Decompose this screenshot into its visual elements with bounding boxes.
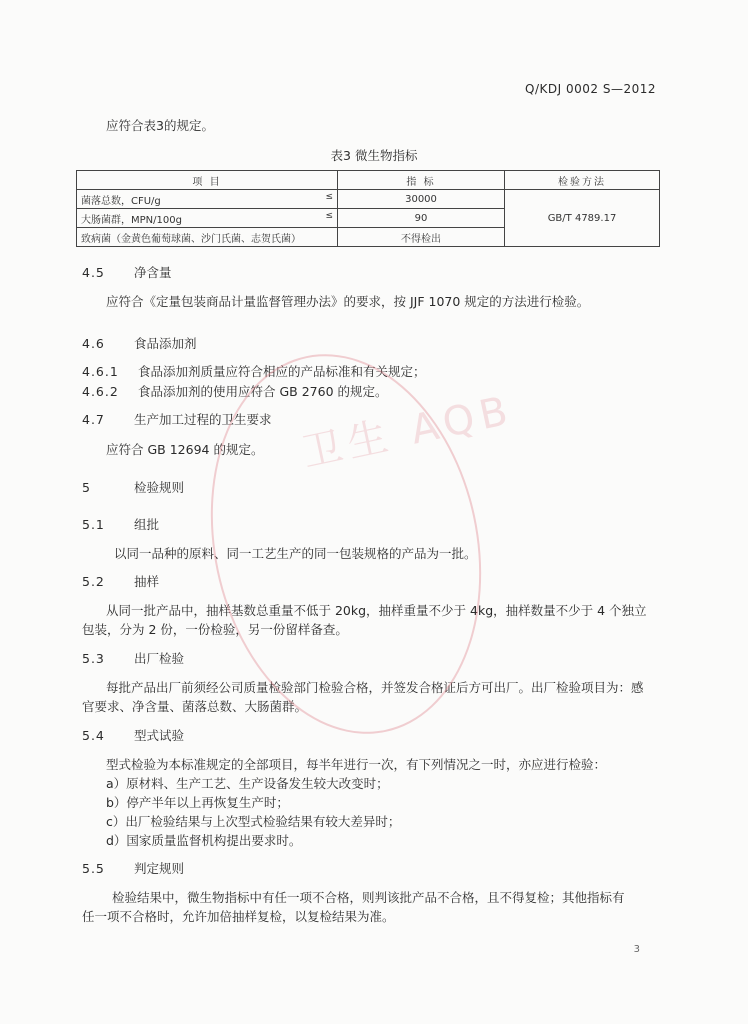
microbiology-table <box>76 170 660 247</box>
section-heading-4-7: 4.7 生产加工过程的卫生要求 <box>82 412 272 427</box>
table-caption: 表3 微生物指标 <box>330 148 418 163</box>
section-text: 包装，分为 2 份，一份检验，另一份留样备查。 <box>82 622 348 637</box>
header-item: 项 目 <box>77 171 338 190</box>
stamp-text: 卫生 AQB <box>298 387 518 477</box>
row-item: 菌落总数，CFU/g ≤ <box>77 190 338 209</box>
section-text: 从同一批产品中，抽样基数总重量不低于 20kg，抽样重量不少于 4kg，抽样数量不少于 4 个独立 <box>106 603 647 618</box>
row-item: 致病菌（金黄色葡萄球菌、沙门氏菌、志贺氏菌） <box>77 228 338 247</box>
section-text: 以同一品种的原料、同一工艺生产的同一包装规格的产品为一批。 <box>114 546 477 561</box>
section-heading-4-5: 4.5 净含量 <box>82 265 172 280</box>
intro-text: 应符合表3的规定。 <box>106 118 214 133</box>
section-heading-5: 5 检验规则 <box>82 480 185 495</box>
page-number: 3 <box>633 944 640 955</box>
row-item: 大肠菌群，MPN/100g ≤ <box>77 209 338 228</box>
section-text: 应符合 GB 12694 的规定。 <box>106 442 264 457</box>
section-text: 每批产品出厂前须经公司质量检验部门检验合格，并签发合格证后方可出厂。出厂检验项目为：感 <box>106 680 644 695</box>
section-heading-4-6: 4.6 食品添加剂 <box>82 336 197 351</box>
document-id: Q/KDJ 0002 S—2012 <box>525 82 656 96</box>
table-row <box>77 190 660 209</box>
header-method: 检验方法 <box>505 171 660 190</box>
list-item: d）国家质量监督机构提出要求时。 <box>106 833 302 848</box>
section-text: 应符合《定量包装商品计量监督管理办法》的要求，按 JJF 1070 规定的方法进行检验。 <box>106 294 590 309</box>
section-heading-5-3: 5.3 出厂检验 <box>82 651 185 666</box>
method-cell: GB/T 4789.17 <box>505 190 660 247</box>
list-item: c）出厂检验结果与上次型式检验结果有较大差异时； <box>106 814 401 829</box>
section-text: 任一项不合格时，允许加倍抽样复检，以复检结果为准。 <box>82 909 395 924</box>
list-item: b）停产半年以上再恢复生产时； <box>106 795 289 810</box>
row-limit: 不得检出 <box>338 228 505 247</box>
section-text: 型式检验为本标准规定的全部项目，每半年进行一次，有下列情况之一时，亦应进行检验： <box>106 757 607 772</box>
table-header-row <box>77 171 660 190</box>
section-heading-5-1: 5.1 组批 <box>82 517 160 532</box>
section-heading-5-2: 5.2 抽样 <box>82 574 160 589</box>
clause-4-6-1: 4.6.1 食品添加剂质量应符合相应的产品标准和有关规定； <box>82 364 426 379</box>
row-limit: 90 <box>338 209 505 228</box>
section-text: 官要求、净含量、菌落总数、大肠菌群。 <box>82 699 308 714</box>
clause-4-6-2: 4.6.2 食品添加剂的使用应符合 GB 2760 的规定。 <box>82 384 388 399</box>
section-heading-5-4: 5.4 型式试验 <box>82 728 185 743</box>
header-limit: 指 标 <box>338 171 505 190</box>
section-heading-5-5: 5.5 判定规则 <box>82 861 185 876</box>
list-item: a）原材料、生产工艺、生产设备发生较大改变时； <box>106 776 389 791</box>
row-limit: 30000 <box>338 190 505 209</box>
section-text: 检验结果中，微生物指标中有任一项不合格，则判该批产品不合格，且不得复检；其他指标有 <box>112 890 625 905</box>
